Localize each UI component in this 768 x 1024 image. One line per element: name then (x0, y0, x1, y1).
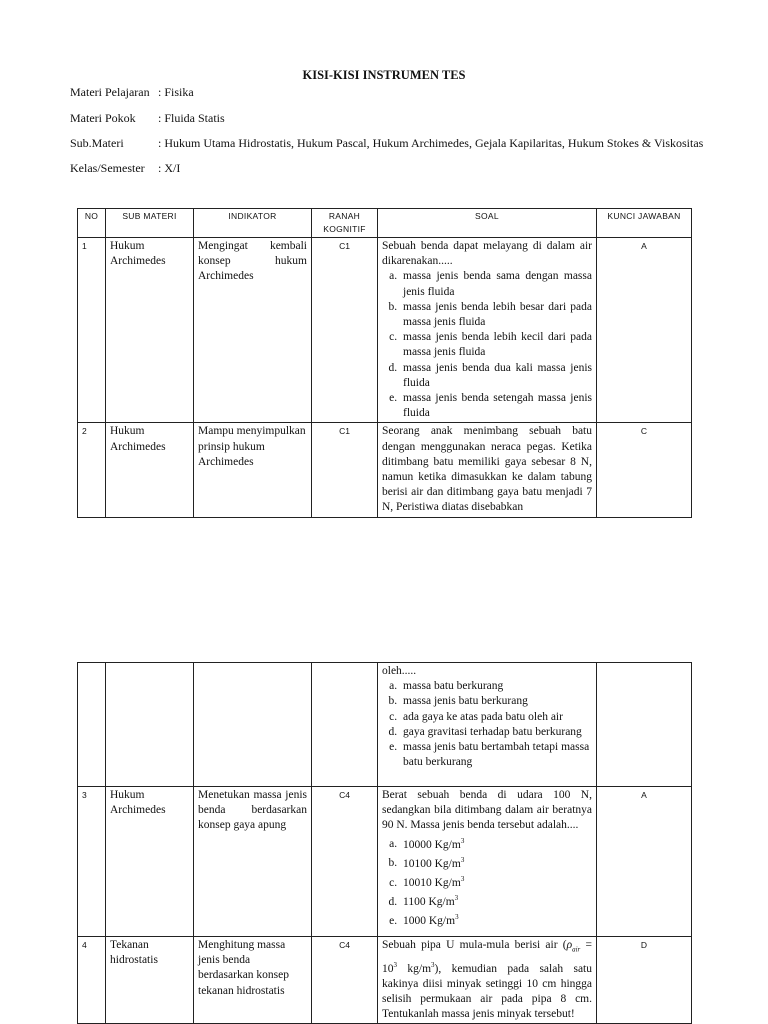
row-number (78, 663, 106, 787)
option-list (382, 834, 592, 929)
unit-exponent: 3 (460, 874, 465, 883)
option-item: a. massa batu berkurang (400, 679, 592, 694)
option-item: a. massa jenis benda sama dengan massa jenis fluida (400, 269, 592, 299)
option-item (400, 891, 592, 910)
table-row (78, 423, 692, 517)
sub-materi-cell: Tekanan hidrostatis (106, 937, 194, 1024)
option-text: 10000 Kg/m (403, 838, 461, 851)
option-item: e. massa jenis batu bertambah tetapi massa batu berkurang (400, 740, 592, 770)
header-soal: SOAL (378, 209, 597, 238)
option-text: 10100 Kg/m (403, 857, 461, 870)
document-title: KISI-KISI INSTRUMEN TES (302, 68, 466, 82)
sub-materi-cell: Hukum Archimedes (106, 238, 194, 423)
answer-key-cell: A (597, 787, 692, 937)
answer-key-cell: D (597, 937, 692, 1024)
header-ranah-kognitif (312, 209, 378, 238)
option-item (400, 834, 592, 853)
option-item (400, 872, 592, 891)
meta-label: Materi Pelajaran (70, 85, 150, 99)
answer-key-cell (597, 663, 692, 787)
option-text: 10010 Kg/m (403, 876, 461, 889)
ranah-cell: C1 (312, 238, 378, 423)
table-row (78, 238, 692, 423)
rho-subscript: air (572, 945, 581, 954)
unit-exponent: 3 (431, 960, 435, 969)
option-item: d. gaya gravitasi terhadap batu berkurang (400, 725, 592, 740)
option-item: c. massa jenis benda lebih kecil dari pada massa jenis fluida (400, 330, 592, 360)
sub-materi-cell: Hukum Archimedes (106, 423, 194, 517)
question-text: Seorang anak menimbang sebuah batu dengan menggunakan neraca pegas. Ketika ditimbang batu memiliki gaya sebesar 8 N, namun ketika dimasukkan ke dalam tabung berisi air dan ditimbang gaya batu menjadi 7 N, Peristiwa diatas disebabkan (382, 425, 592, 514)
question-text-start: Sebuah pipa U mula-mula berisi air ( (382, 939, 567, 951)
unit-exponent: 3 (460, 836, 465, 845)
header-sub-materi: SUB MATERI (106, 209, 194, 238)
question-text: oleh..... (382, 665, 417, 677)
row-number: 3 (78, 787, 106, 937)
indikator-cell: Menghitung massa jenis benda berdasarkan konsep tekanan hidrostatis (194, 937, 312, 1024)
soal-cell (378, 663, 597, 787)
indikator-cell: Mengingat kembali konsep hukum Archimedes (194, 238, 312, 423)
indikator-cell (194, 663, 312, 787)
table-row-continuation (78, 663, 692, 787)
option-list (382, 679, 592, 770)
grid-table-part-1 (77, 208, 692, 518)
grid-table-part-2 (77, 662, 692, 1024)
soal-cell (378, 787, 597, 937)
unit-exponent: 3 (454, 893, 459, 902)
meta-value: : X/I (158, 161, 181, 175)
option-item: d. massa jenis benda dua kali massa jenis fluida (400, 361, 592, 391)
option-text: 1000 Kg/m (403, 914, 456, 927)
answer-key-cell: C (597, 423, 692, 517)
row-number: 1 (78, 238, 106, 423)
answer-key-cell: A (597, 238, 692, 423)
option-item: b. massa jenis batu berkurang (400, 694, 592, 709)
header-ranah-line2: KOGNITIF (323, 224, 366, 234)
unit-exponent: 3 (455, 912, 459, 921)
meta-label: Kelas/Semester (70, 161, 145, 175)
header-no: NO (78, 209, 106, 238)
unit-text: kg/m (397, 962, 432, 975)
row-number: 4 (78, 937, 106, 1024)
header-kunci-jawaban: KUNCI JAWABAN (597, 209, 692, 238)
ranah-cell: C1 (312, 423, 378, 517)
unit-exponent: 3 (460, 855, 465, 864)
row-number: 2 (78, 423, 106, 517)
sub-materi-cell (106, 663, 194, 787)
ten-exponent: 3 (393, 960, 397, 969)
sub-materi-cell: Hukum Archimedes (106, 787, 194, 937)
meta-value: : Hukum Utama Hidrostatis, Hukum Pascal, Hukum Archimedes, Gejala Kapilaritas, Hukum Stokes & Viskositas (158, 136, 704, 150)
header-ranah-line1: RANAH (328, 211, 361, 221)
ranah-cell: C4 (312, 787, 378, 937)
table-row (78, 787, 692, 937)
meta-value: : Fluida Statis (158, 111, 225, 125)
option-item: e. massa jenis benda setengah massa jenis fluida (400, 391, 592, 421)
option-item (400, 853, 592, 872)
question-text: Sebuah benda dapat melayang di dalam air dikarenakan..... (382, 240, 592, 268)
ranah-cell (312, 663, 378, 787)
indikator-cell: Mampu menyimpulkan prinsip hukum Archimedes (194, 423, 312, 517)
soal-cell (378, 238, 597, 423)
rho-symbol: ρ (566, 939, 573, 951)
option-item: b. massa jenis benda lebih besar dari pada massa jenis fluida (400, 300, 592, 330)
soal-cell (378, 937, 597, 1024)
meta-label: Materi Pokok (70, 111, 136, 125)
option-text: 1100 Kg/m (403, 895, 455, 908)
ten-value: 10 (382, 962, 394, 975)
question-text: Berat sebuah benda di udara 100 N, sedangkan bila ditimbang dalam air beratnya 90 N. Massa jenis benda tersebut adalah.... (382, 789, 592, 832)
indikator-cell: Menetukan massa jenis benda berdasarkan konsep gaya apung (194, 787, 312, 937)
equals-sign: = (580, 939, 592, 951)
option-item: c. ada gaya ke atas pada batu oleh air (400, 710, 592, 725)
ranah-cell: C4 (312, 937, 378, 1024)
header-indikator: INDIKATOR (194, 209, 312, 238)
meta-label: Sub.Materi (70, 136, 124, 150)
option-list (382, 269, 592, 421)
table-row (78, 937, 692, 1024)
question-text-end: ), kemudian pada salah satu kakinya diisi minyak setinggi 10 cm hingga selisih permukaan air pada pipa 8 cm. Tentukanlah massa jenis minyak tersebut! (382, 962, 592, 1020)
meta-value: : Fisika (158, 85, 194, 99)
soal-cell (378, 423, 597, 517)
option-item (400, 910, 592, 929)
